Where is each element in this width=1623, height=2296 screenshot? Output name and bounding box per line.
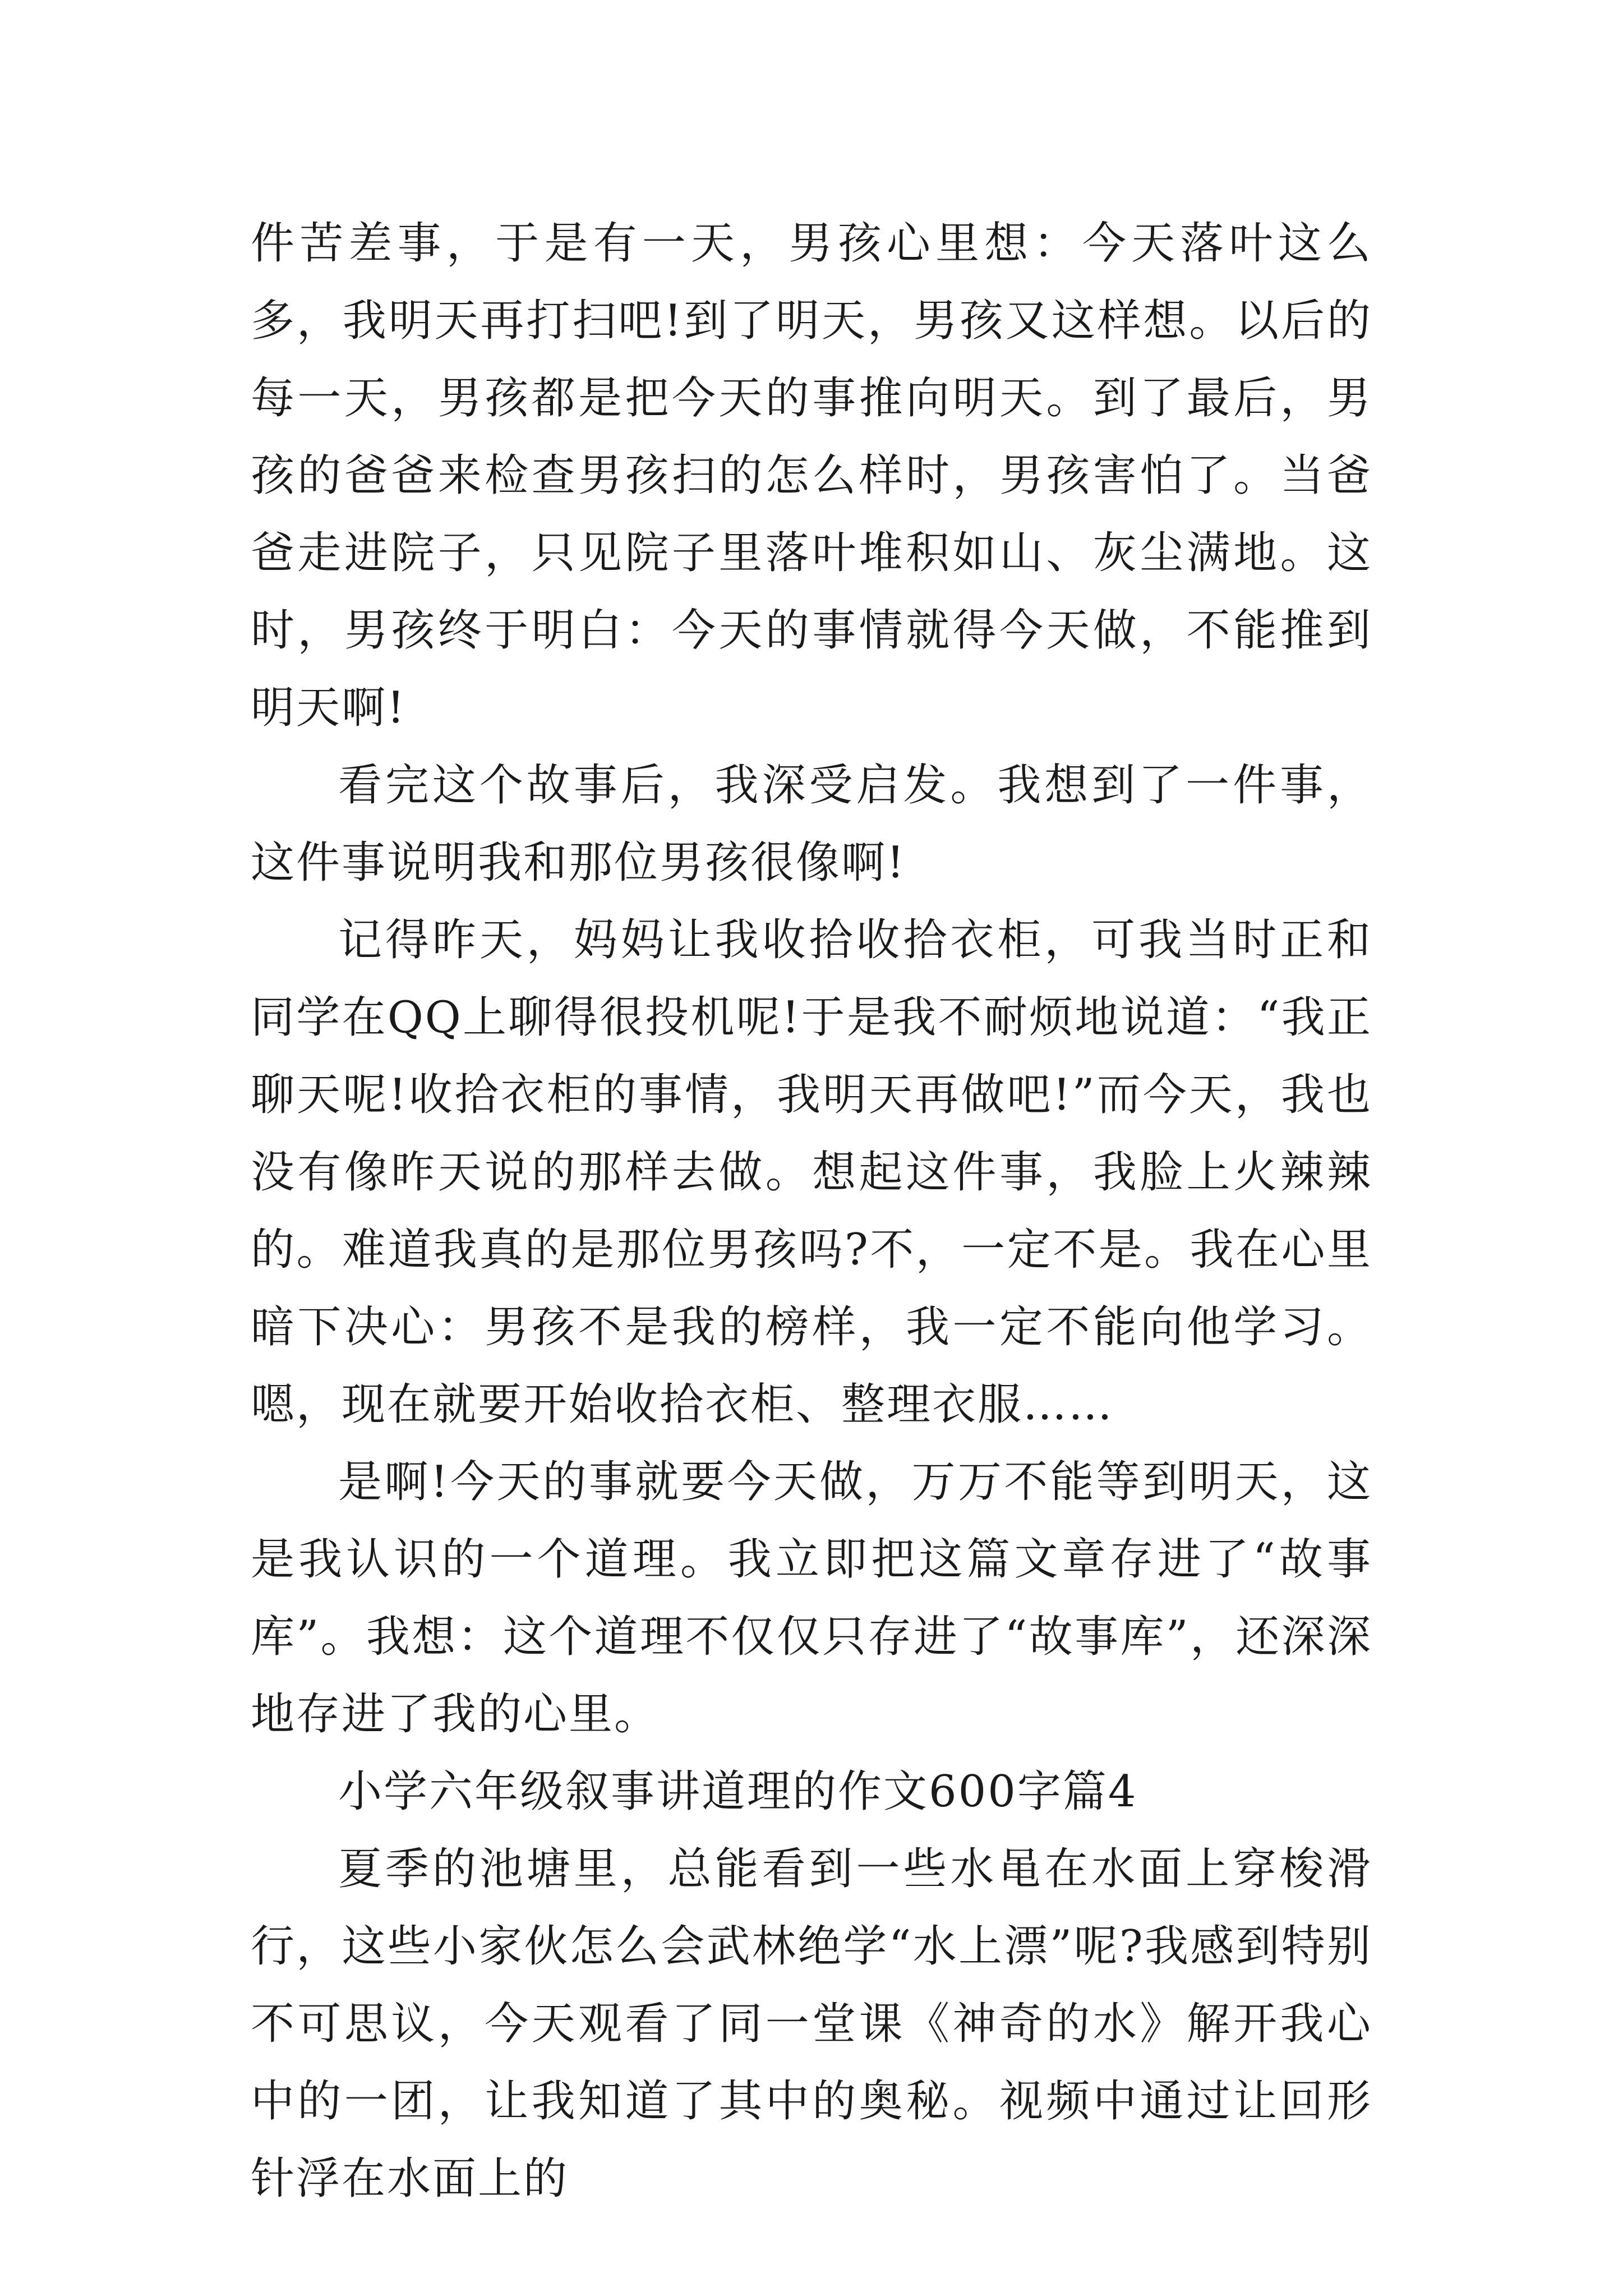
paragraph-essay-4-opening: 夏季的池塘里，总能看到一些水黾在水面上穿梭滑行，这些小家伙怎么会武林绝学“水上漂”呢?我感到特别不可思议，今天观看了同一堂课《神奇的水》解开我心中的一团，让我知道了其中的奥秘。视频中通过让回形针浮在水面上的 [251, 1844, 1372, 2204]
paragraph-story-ending: 件苦差事，于是有一天，男孩心里想：今天落叶这么多，我明天再打扫吧!到了明天，男孩又这样想。以后的每一天，男孩都是把今天的事推向明天。到了最后，男孩的爸爸来检查男孩扫的怎么样时，男孩害怕了。当爸爸走进院子，只见院子里落叶堆积如山、灰尘满地。这时，男孩终于明白：今天的事情就得今天做，不能推到明天啊! [251, 218, 1372, 733]
paragraph-conclusion: 是啊!今天的事就要今天做，万万不能等到明天，这是我认识的一个道理。我立即把这篇文章存进了“故事库”。我想：这个道理不仅仅只存进了“故事库”，还深深地存进了我的心里。 [251, 1457, 1372, 1740]
section-heading: 小学六年级叙事讲道理的作文600字篇4 [338, 1766, 1138, 1817]
paragraph-memory: 记得昨天，妈妈让我收拾收拾衣柜，可我当时正和同学在QQ上聊得很投机呢!于是我不耐烦地说道：“我正聊天呢!收拾衣柜的事情，我明天再做吧!”而今天，我也没有像昨天说的那样去做。想起这件事，我脸上火辣辣的。难道我真的是那位男孩吗?不，一定不是。我在心里暗下决心：男孩不是我的榜样，我一定不能向他学习。嗯，现在就要开始收拾衣柜、整理衣服…… [251, 915, 1372, 1430]
paragraph-reflection: 看完这个故事后，我深受启发。我想到了一件事，这件事说明我和那位男孩很像啊! [251, 760, 1372, 888]
document-body [251, 205, 1372, 2217]
